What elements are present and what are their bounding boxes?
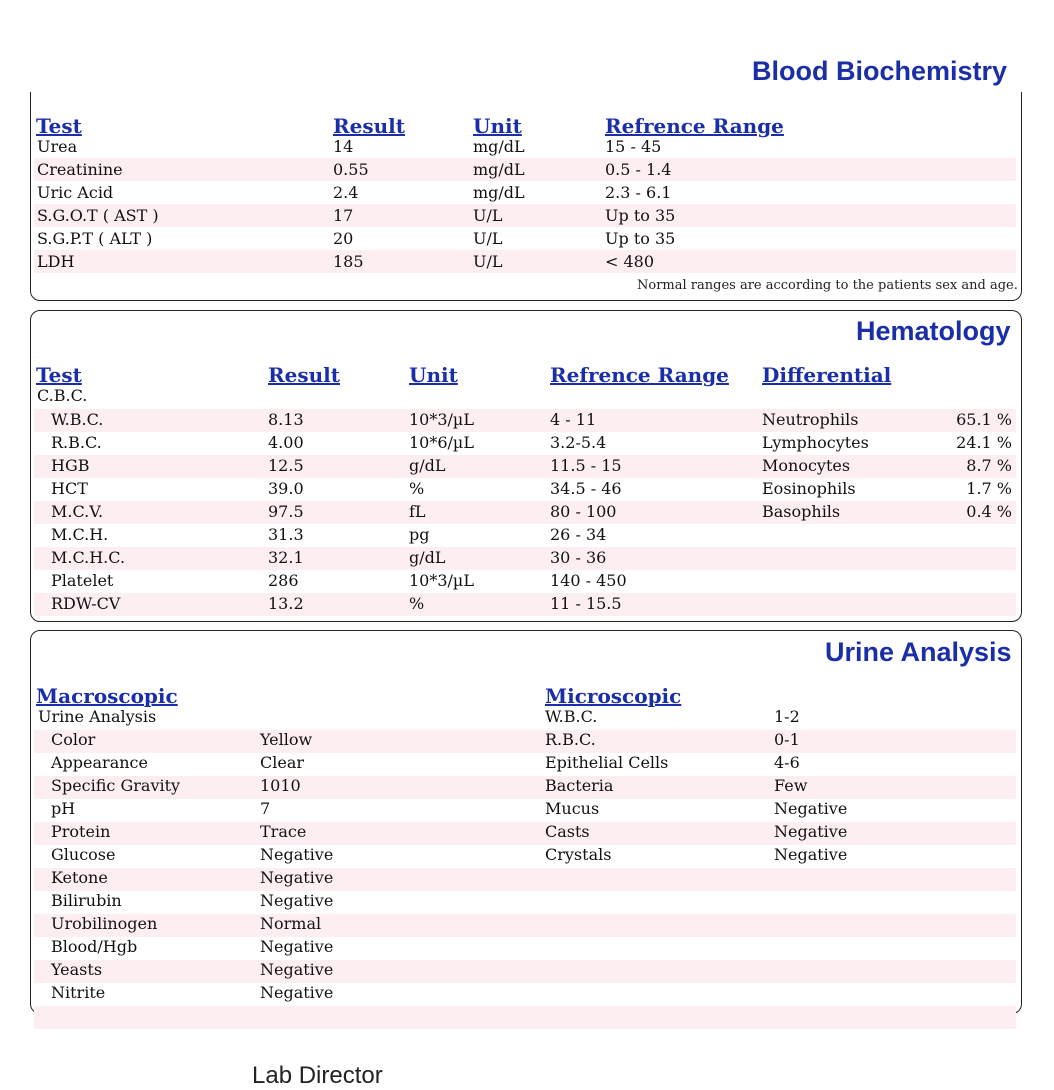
hem-row-stripe bbox=[34, 593, 1016, 616]
hem-test-name: RDW-CV bbox=[51, 594, 121, 613]
hem-test-name: M.C.H.C. bbox=[51, 548, 126, 567]
differential-value: 0.4 % bbox=[966, 502, 1012, 521]
hem-result-value: 32.1 bbox=[268, 548, 304, 567]
hem-result-value: 13.2 bbox=[268, 594, 304, 613]
biochem-row-stripe bbox=[34, 204, 1016, 227]
biochem-note: Normal ranges are according to the patients sex and age. bbox=[637, 278, 1018, 293]
micro-test-name: W.B.C. bbox=[545, 707, 598, 726]
hem-result-value: 12.5 bbox=[268, 456, 304, 475]
biochem-result-value: 17 bbox=[333, 206, 354, 225]
hem-test-name: HCT bbox=[51, 479, 88, 498]
hem-header-unit: Unit bbox=[409, 363, 458, 387]
macro-header: Macroscopic bbox=[36, 684, 178, 708]
macro-test-value: Negative bbox=[260, 891, 334, 910]
macro-test-name: Protein bbox=[51, 822, 111, 841]
hem-reference-range: 30 - 36 bbox=[550, 548, 607, 567]
hem-reference-range: 11.5 - 15 bbox=[550, 456, 622, 475]
hem-result-value: 31.3 bbox=[268, 525, 304, 544]
micro-test-value: Negative bbox=[774, 799, 848, 818]
macro-test-value: Negative bbox=[260, 960, 334, 979]
biochem-test-name: LDH bbox=[37, 252, 75, 271]
macro-test-value: Clear bbox=[260, 753, 305, 772]
hem-unit: 10*3/µL bbox=[409, 410, 474, 429]
hem-row-stripe bbox=[34, 409, 1016, 432]
biochem-test-name: Uric Acid bbox=[37, 183, 114, 202]
differential-value: 1.7 % bbox=[966, 479, 1012, 498]
biochem-reference-range: Up to 35 bbox=[605, 229, 676, 248]
biochem-unit: mg/dL bbox=[473, 137, 525, 156]
biochem-reference-range: 15 - 45 bbox=[605, 137, 662, 156]
cbc-group-label: C.B.C. bbox=[37, 386, 88, 405]
hem-test-name: R.B.C. bbox=[51, 433, 102, 452]
hem-test-name: W.B.C. bbox=[51, 410, 104, 429]
micro-test-value: Few bbox=[774, 776, 808, 795]
hem-unit: g/dL bbox=[409, 456, 446, 475]
hem-result-value: 97.5 bbox=[268, 502, 304, 521]
macro-test-value: 1010 bbox=[260, 776, 301, 795]
macro-test-value: Negative bbox=[260, 983, 334, 1002]
biochem-header-result: Result bbox=[333, 114, 405, 138]
macro-group-label: Urine Analysis bbox=[38, 707, 157, 726]
biochem-test-name: S.G.P.T ( ALT ) bbox=[37, 229, 153, 248]
hem-result-value: 8.13 bbox=[268, 410, 304, 429]
hem-row-stripe bbox=[34, 501, 1016, 524]
biochem-result-value: 14 bbox=[333, 137, 354, 156]
micro-test-name: Crystals bbox=[545, 845, 612, 864]
urine-row-stripe bbox=[34, 914, 1016, 937]
macro-test-value: Negative bbox=[260, 845, 334, 864]
hem-unit: 10*3/µL bbox=[409, 571, 474, 590]
differential-name: Eosinophils bbox=[762, 479, 856, 498]
urine-row-stripe bbox=[34, 730, 1016, 753]
hem-header-differential: Differential bbox=[762, 363, 892, 387]
micro-test-value: Negative bbox=[774, 845, 848, 864]
macro-test-name: Blood/Hgb bbox=[51, 937, 138, 956]
hem-row-stripe bbox=[34, 455, 1016, 478]
biochem-result-value: 185 bbox=[333, 252, 364, 271]
micro-test-name: Casts bbox=[545, 822, 590, 841]
hem-result-value: 4.00 bbox=[268, 433, 304, 452]
micro-test-value: 0-1 bbox=[774, 730, 800, 749]
urine-row-stripe bbox=[34, 822, 1016, 845]
biochem-header-range: Refrence Range bbox=[605, 114, 784, 138]
hem-result-value: 286 bbox=[268, 571, 299, 590]
biochem-result-value: 20 bbox=[333, 229, 354, 248]
biochem-unit: U/L bbox=[473, 229, 503, 248]
biochem-header-test: Test bbox=[36, 114, 82, 138]
macro-test-name: Urobilinogen bbox=[51, 914, 158, 933]
macro-test-name: Glucose bbox=[51, 845, 116, 864]
micro-test-value: Negative bbox=[774, 822, 848, 841]
hem-unit: % bbox=[409, 594, 425, 613]
biochem-unit: mg/dL bbox=[473, 160, 525, 179]
micro-test-name: Mucus bbox=[545, 799, 600, 818]
biochem-test-name: Urea bbox=[37, 137, 78, 156]
biochem-result-value: 0.55 bbox=[333, 160, 369, 179]
urine-row-stripe bbox=[34, 1006, 1016, 1029]
differential-name: Basophils bbox=[762, 502, 841, 521]
hem-row-stripe bbox=[34, 547, 1016, 570]
hem-reference-range: 4 - 11 bbox=[550, 410, 597, 429]
urine-row-stripe bbox=[34, 868, 1016, 891]
biochem-reference-range: < 480 bbox=[605, 252, 655, 271]
hem-test-name: HGB bbox=[51, 456, 90, 475]
biochem-test-name: Creatinine bbox=[37, 160, 123, 179]
macro-test-name: Specific Gravity bbox=[51, 776, 181, 795]
biochem-header-unit: Unit bbox=[473, 114, 522, 138]
hematology-title: Hematology bbox=[852, 316, 1015, 347]
hem-reference-range: 80 - 100 bbox=[550, 502, 617, 521]
hem-test-name: Platelet bbox=[51, 571, 114, 590]
macro-test-value: 7 bbox=[260, 799, 271, 818]
hem-header-test: Test bbox=[36, 363, 82, 387]
hem-reference-range: 34.5 - 46 bbox=[550, 479, 622, 498]
macro-test-name: Ketone bbox=[51, 868, 108, 887]
biochem-reference-range: 2.3 - 6.1 bbox=[605, 183, 672, 202]
hem-test-name: M.C.H. bbox=[51, 525, 109, 544]
macro-test-name: pH bbox=[51, 799, 76, 818]
biochem-test-name: S.G.O.T ( AST ) bbox=[37, 206, 159, 225]
macro-test-name: Appearance bbox=[51, 753, 148, 772]
differential-name: Neutrophils bbox=[762, 410, 859, 429]
hem-test-name: M.C.V. bbox=[51, 502, 104, 521]
biochem-reference-range: 0.5 - 1.4 bbox=[605, 160, 672, 179]
micro-test-name: Epithelial Cells bbox=[545, 753, 669, 772]
urine-title: Urine Analysis bbox=[821, 637, 1016, 668]
macro-test-value: Normal bbox=[260, 914, 322, 933]
biochem-unit: U/L bbox=[473, 252, 503, 271]
micro-test-name: Bacteria bbox=[545, 776, 614, 795]
hem-unit: pg bbox=[409, 525, 430, 544]
micro-test-name: R.B.C. bbox=[545, 730, 596, 749]
lab-director-label: Lab Director bbox=[252, 1062, 383, 1089]
macro-test-name: Nitrite bbox=[51, 983, 106, 1002]
macro-test-value: Trace bbox=[260, 822, 307, 841]
urine-row-stripe bbox=[34, 776, 1016, 799]
macro-test-name: Bilirubin bbox=[51, 891, 122, 910]
biochem-reference-range: Up to 35 bbox=[605, 206, 676, 225]
hem-header-result: Result bbox=[268, 363, 340, 387]
biochem-row-stripe bbox=[34, 158, 1016, 181]
biochem-title: Blood Biochemistry bbox=[752, 56, 1008, 86]
differential-name: Lymphocytes bbox=[762, 433, 869, 452]
hem-unit: % bbox=[409, 479, 425, 498]
micro-test-value: 4-6 bbox=[774, 753, 800, 772]
macro-test-name: Color bbox=[51, 730, 96, 749]
differential-value: 24.1 % bbox=[956, 433, 1012, 452]
differential-value: 65.1 % bbox=[956, 410, 1012, 429]
biochem-unit: mg/dL bbox=[473, 183, 525, 202]
macro-test-value: Negative bbox=[260, 868, 334, 887]
hem-unit: 10*6/µL bbox=[409, 433, 474, 452]
biochem-row-stripe bbox=[34, 250, 1016, 273]
hem-reference-range: 26 - 34 bbox=[550, 525, 607, 544]
hem-unit: g/dL bbox=[409, 548, 446, 567]
biochem-unit: U/L bbox=[473, 206, 503, 225]
biochem-result-value: 2.4 bbox=[333, 183, 359, 202]
micro-header: Microscopic bbox=[545, 684, 682, 708]
hem-reference-range: 140 - 450 bbox=[550, 571, 627, 590]
differential-name: Monocytes bbox=[762, 456, 851, 475]
hem-reference-range: 11 - 15.5 bbox=[550, 594, 622, 613]
macro-test-name: Yeasts bbox=[51, 960, 103, 979]
urine-row-stripe bbox=[34, 960, 1016, 983]
hem-reference-range: 3.2-5.4 bbox=[550, 433, 607, 452]
differential-value: 8.7 % bbox=[966, 456, 1012, 475]
hem-result-value: 39.0 bbox=[268, 479, 304, 498]
macro-test-value: Yellow bbox=[260, 730, 313, 749]
hem-header-range: Refrence Range bbox=[550, 363, 729, 387]
hem-unit: fL bbox=[409, 502, 426, 521]
macro-test-value: Negative bbox=[260, 937, 334, 956]
micro-test-value: 1-2 bbox=[774, 707, 800, 726]
